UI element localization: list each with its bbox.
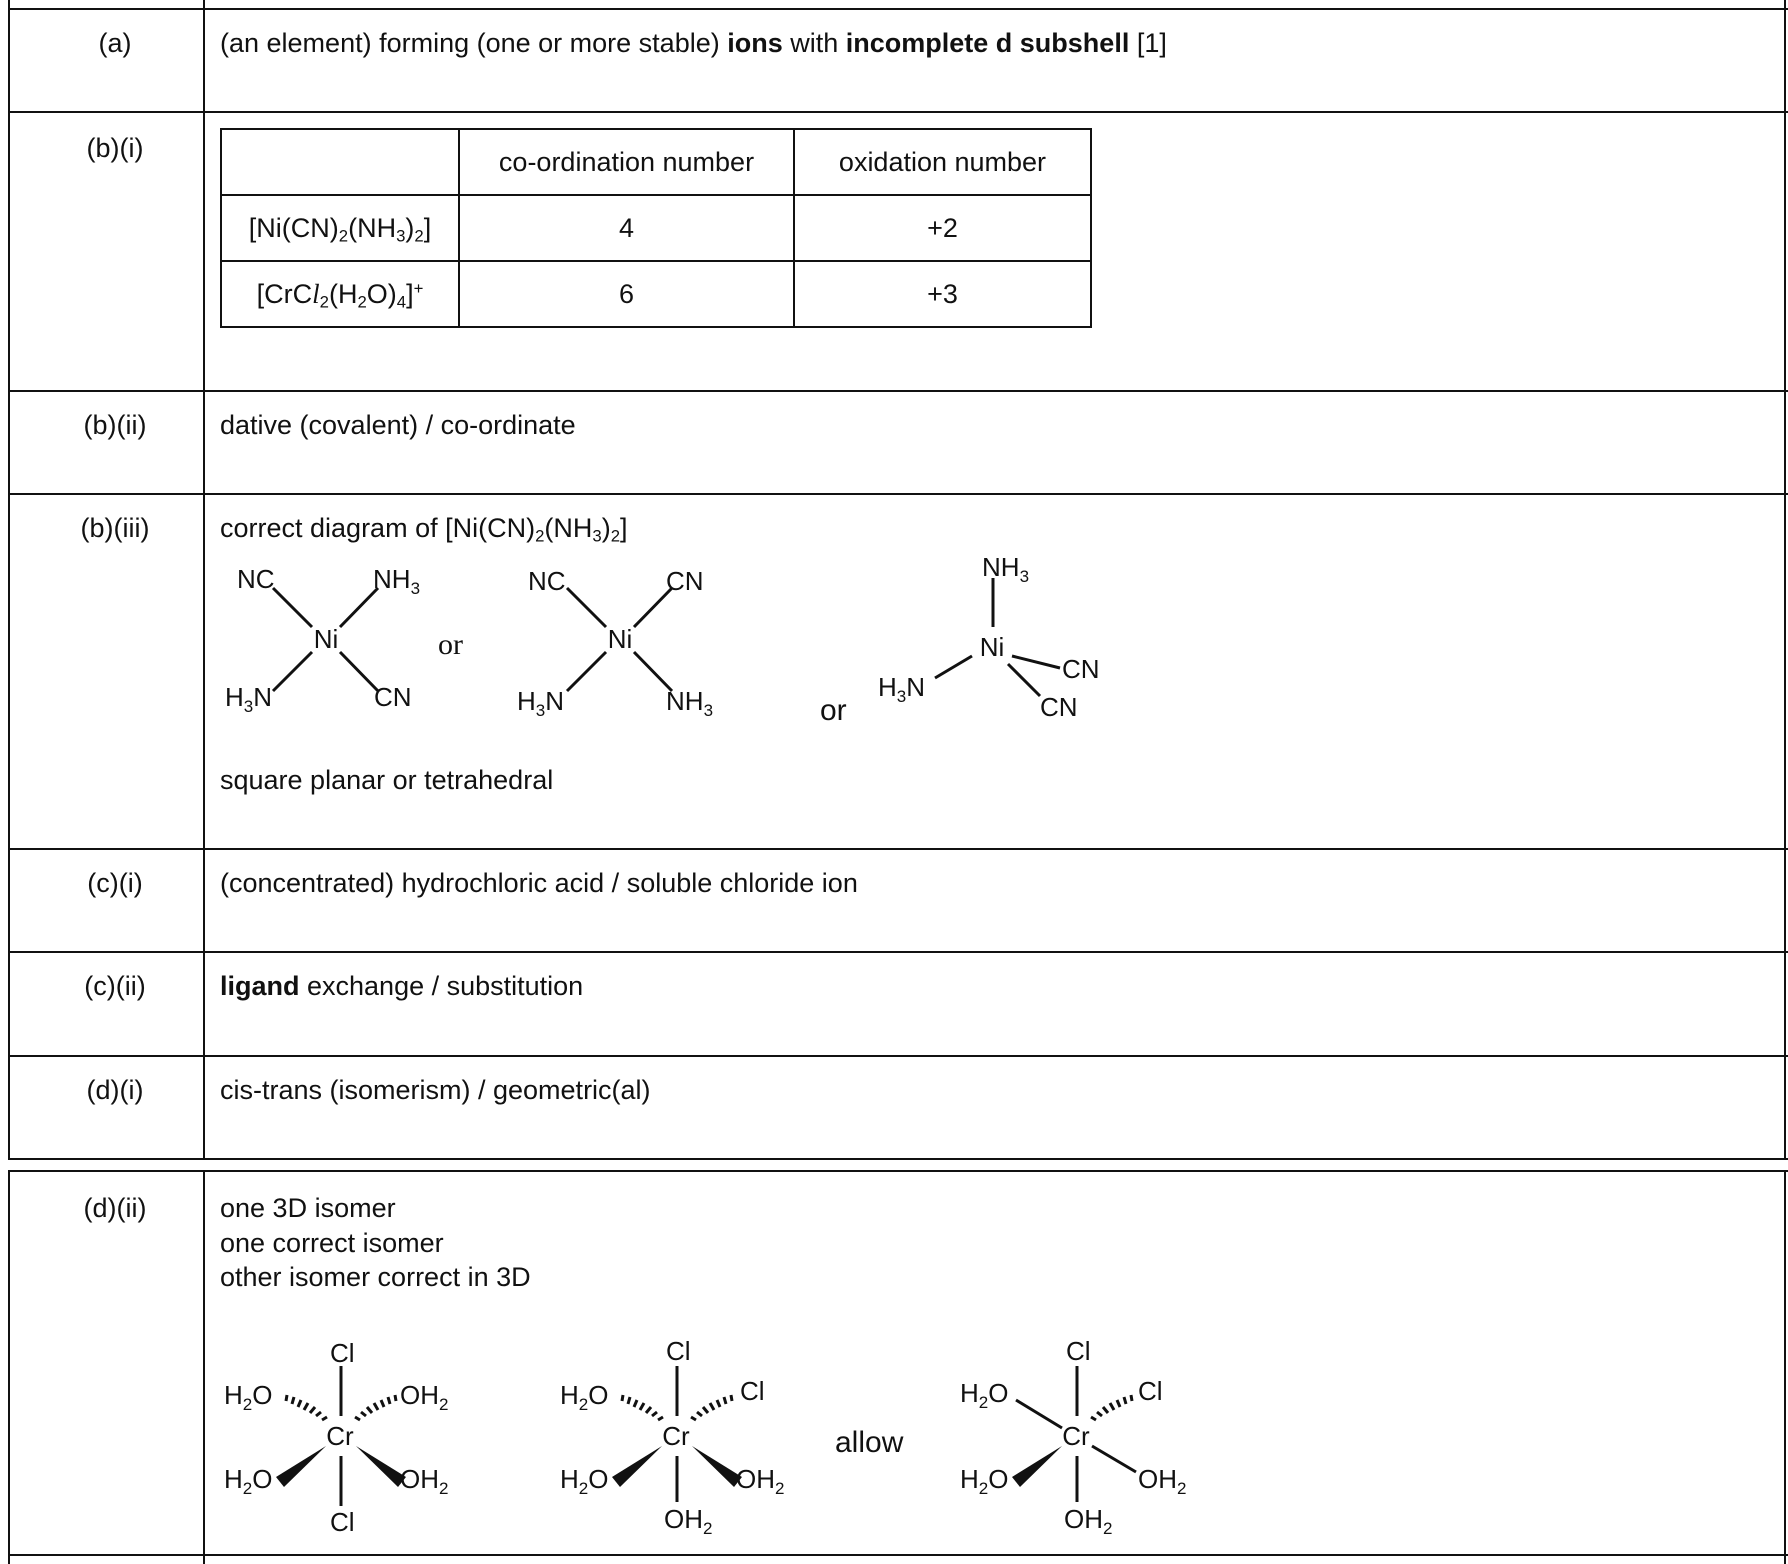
oxidation-cell: +3 [794,261,1091,327]
cn-ligand: CN [666,566,704,596]
h2o-ligand: $H_2O$ [224,1464,273,1498]
cn-ligand: NC [528,566,566,596]
cr-isomer-trans [224,1338,448,1537]
cr-atom: Cr [1062,1421,1090,1451]
or-label: or [820,694,847,727]
cl-ligand: Cl [740,1376,765,1406]
nh3-ligand: $NH_3$ [982,552,1030,586]
nh3-ligand: $H_3N$ [225,682,273,716]
answer-text: dative (covalent) / co-ordinate [220,410,576,440]
answer-text: cis-trans (isomerism) / geometric(al) [220,1075,651,1105]
cl-ligand: Cl [330,1507,355,1537]
answer-text: (concentrated) hydrochloric acid / soluble chloride ion [220,868,858,898]
nh3-ligand: $NH_3$ [666,686,714,720]
ni-atom: Ni [313,624,339,654]
cr-isomer-cis [560,1336,784,1538]
cl-ligand: Cl [330,1338,355,1368]
oh2-ligand: $OH_2$ [1138,1464,1187,1498]
table-header-cell: oxidation number [794,129,1091,195]
cr-atom: Cr [662,1421,690,1451]
nh3-ligand: $H_3N$ [878,672,926,706]
question-label: (d)(ii) [83,1193,147,1223]
question-label: (b)(ii) [83,410,147,440]
question-label: (a) [98,28,132,58]
ni-atom: Ni [607,624,633,654]
nh3-ligand: $H_3N$ [517,686,565,720]
cr-isomer-allow [960,1336,1186,1538]
oh2-ligand: $OH_2$ [664,1504,713,1538]
h2o-ligand: $H_2O$ [960,1378,1009,1412]
geometry-note: square planar or tetrahedral [220,765,554,795]
oh2-ligand: $OH_2$ [400,1464,449,1498]
ni-atom: Ni [979,632,1005,662]
answer-text: ligand exchange / substitution [220,971,584,1001]
h2o-ligand: $H_2O$ [560,1380,609,1414]
coordination-cell: 6 [459,261,794,327]
cl-ligand: Cl [666,1336,691,1366]
answer-line: one 3D isomer [220,1193,396,1223]
table-header-cell: co-ordination number [459,129,794,195]
cl-ligand: Cl [1138,1376,1163,1406]
question-label: (d)(i) [86,1075,144,1105]
complex-cell: $[Ni(CN)_2(NH_3)_2]$ [221,195,459,261]
cr-atom: Cr [326,1421,354,1451]
oh2-ligand: $OH_2$ [1064,1504,1113,1538]
answer-intro: correct diagram of $[Ni(CN)_2(NH_3)_2]$ [220,513,628,546]
oh2-ligand: $OH_2$ [400,1380,449,1414]
cn-ligand: NC [237,564,275,594]
oxidation-cell: +2 [794,195,1091,261]
h2o-ligand: $H_2O$ [960,1464,1009,1498]
allow-label: allow [835,1426,904,1459]
question-label: (b)(i) [86,133,144,163]
cn-ligand: CN [374,682,412,712]
h2o-ligand: $H_2O$ [560,1464,609,1498]
complex-cell: $[CrCl_2(H_2O)_4]^+$ [221,261,459,327]
cn-ligand: CN [1062,654,1100,684]
question-label: (c)(i) [87,868,143,898]
question-label: (b)(iii) [80,513,150,543]
question-label: (c)(ii) [84,971,146,1001]
coordination-cell: 4 [459,195,794,261]
cn-ligand: CN [1040,692,1078,722]
answer-line: one correct isomer [220,1228,444,1258]
oh2-ligand: $OH_2$ [736,1464,785,1498]
answer-line: other isomer correct in 3D [220,1262,531,1292]
h2o-ligand: $H_2O$ [224,1380,273,1414]
nh3-ligand: $NH_3$ [373,564,421,598]
cl-ligand: Cl [1066,1336,1091,1366]
or-label: or [438,628,463,661]
answer-text: (an element) forming (one or more stable) ions with incomplete d subshell [1] [220,28,1167,58]
